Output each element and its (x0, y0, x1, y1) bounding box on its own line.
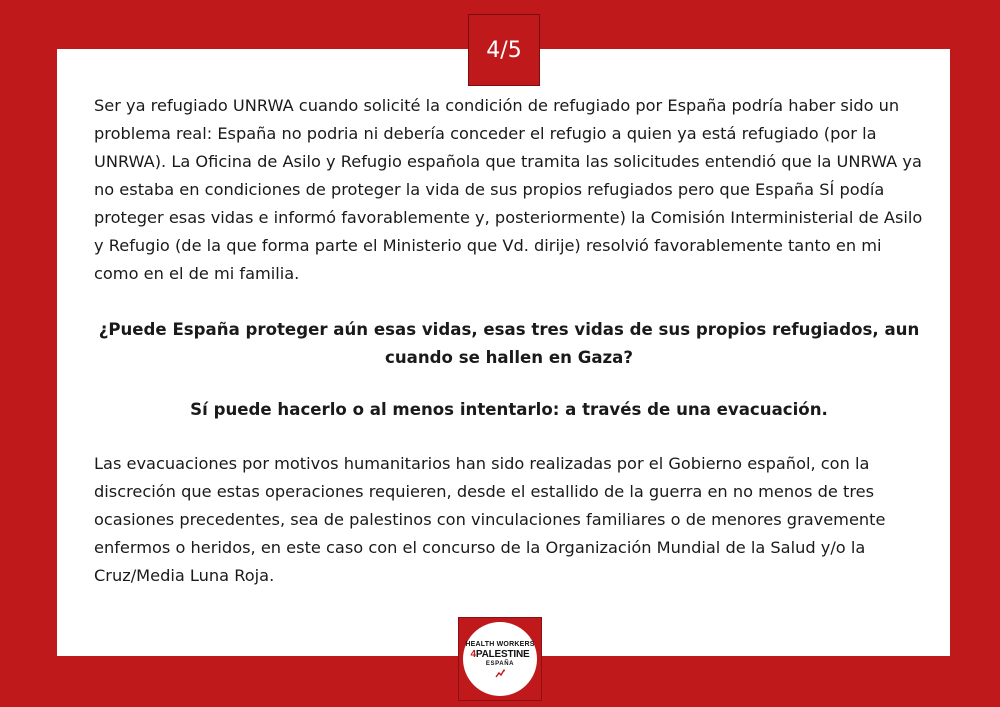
logo-circle (463, 622, 537, 696)
page-indicator: 4/5 (468, 14, 540, 86)
logo-number: 4 (470, 648, 476, 660)
logo-line-palestine (471, 649, 530, 660)
paragraph-intro: Ser ya refugiado UNRWA cuando solicité la condición de refugiado por España podría haber sido un problema real: España no podria ni debería conceder el refugio a quien ya está refugiado (por la UNRWA). La Oficina de Asilo y Refugio española que tramita las solicitudes entendió que la UNRWA ya no estaba en condiciones de proteger la vida de sus propios refugiados pero que España SÍ podía proteger esas vidas e informó favorablemente y, posteriormente) la Comisión Interministerial de Asilo y Refugio (de la que forma parte el Ministerio que Vd. dirije) resolvió favorablemente tanto en mi como en el de mi familia. (94, 96, 923, 283)
document-body (94, 92, 924, 590)
logo-line-health-workers: HEALTH WORKERS (465, 640, 535, 648)
answer-heading: Sí puede hacerlo o al menos intentarlo: a través de una evacuación. (190, 400, 828, 419)
logo-palestine-text: PALESTINE (475, 648, 530, 660)
question-heading: ¿Puede España proteger aún esas vidas, esas tres vidas de sus propios refugiados, aun cuando se hallen en Gaza? (98, 320, 920, 367)
paragraph-evacuations: Las evacuaciones por motivos humanitarios han sido realizadas por el Gobierno español, con la discreción que estas operaciones requieren, desde el estallido de la guerra en no menos de tres ocasiones precedentes, sea de palestinos con vinculaciones familiares o de menores gravemente enfermos o heridos, en este caso con el concurso de la Organización Mundial de la Salud y/o la Cruz/Media Luna Roja. (94, 454, 886, 585)
organization-logo (458, 617, 542, 701)
logo-line-espana: ESPAÑA (485, 660, 515, 667)
logo-figure-icon (494, 669, 506, 678)
